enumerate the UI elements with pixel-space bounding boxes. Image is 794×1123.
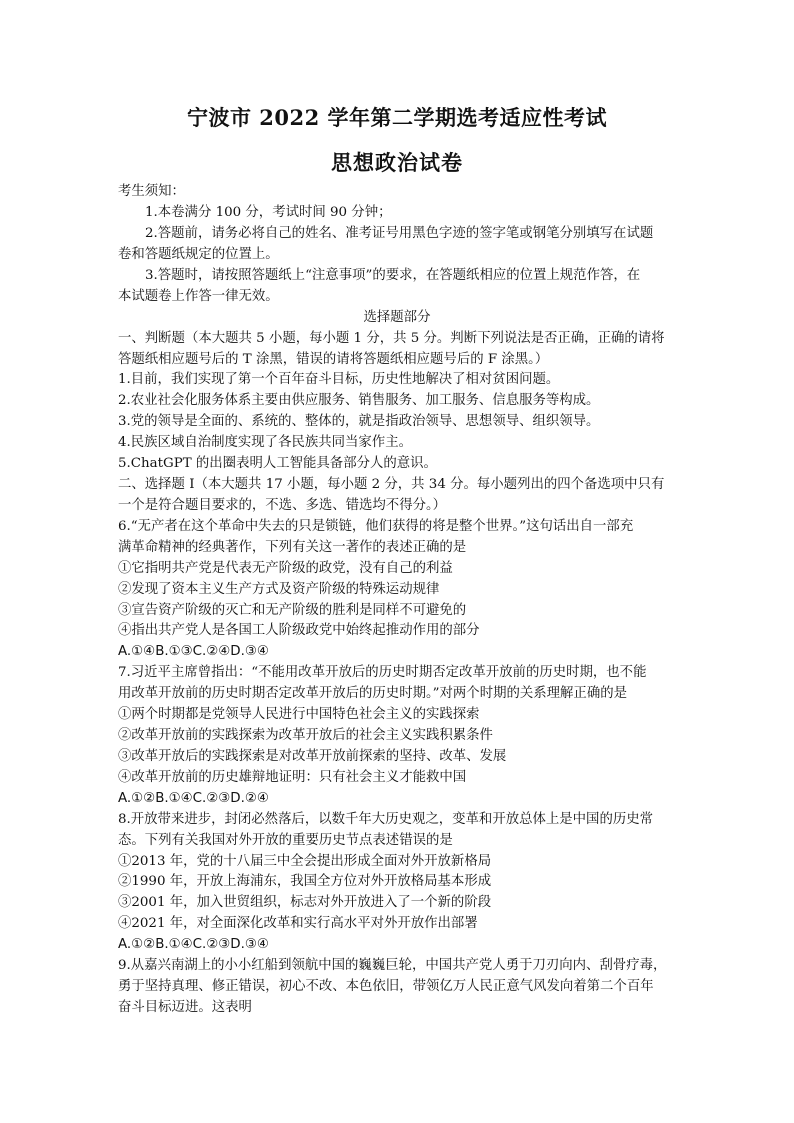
option: ③2001 年，加入世贸组织，标志对外开放进入了一个新的阶段 [118, 895, 492, 910]
option: ①它指明共产党是代表无产阶级的政党，没有自己的利益 [118, 561, 453, 576]
notice-heading: 考生须知： [118, 184, 185, 199]
answer-choices: A.①②B.①④C.②③D.③④ [118, 937, 269, 952]
page-subtitle: 思想政治试卷 [331, 150, 463, 175]
option: ④指出共产党人是各国工人阶级政党中始终起推动作用的部分 [118, 623, 480, 638]
option: ④2021 年，对全面深化改革和实行高水平对外开放作出部署 [118, 916, 478, 931]
question-6: 6.“无产者在这个革命中失去的只是锁链，他们获得的将是整个世界。”这句话出自一部充 [118, 519, 634, 534]
option: ②1990 年，开放上海浦东，我国全方位对外开放格局基本形成 [118, 874, 492, 889]
notice-item: 3.答题时，请按照答题纸上“注意事项”的要求，在答题纸相应的位置上规范作答，在 [145, 268, 641, 283]
question-9: 奋斗目标迈进。这表明 [118, 1000, 252, 1015]
option: ①两个时期都是党领导人民进行中国特色社会主义的实践探索 [118, 707, 480, 722]
section-heading: 选择题部分 [363, 310, 431, 325]
question-8: 态。下列有关我国对外开放的重要历史节点表述错误的是 [118, 833, 453, 848]
question: 3.党的领导是全面的、系统的、整体的，就是指政治领导、思想领导、组织领导。 [118, 414, 600, 429]
notice-item: 卷和答题纸规定的位置上。 [118, 247, 279, 262]
notice-item: 2.答题前，请务必将自己的姓名、准考证号用黑色字迹的签字笔或钢笔分别填写在试题 [145, 226, 654, 241]
page-title: 宁波市 2022 学年第二学期选考适应性考试 [186, 105, 608, 130]
option: ③宣告资产阶级的灭亡和无产阶级的胜利是同样不可避免的 [118, 603, 467, 618]
option: ③改革开放后的实践探索是对改革开放前探索的坚持、改革、发展 [118, 749, 507, 764]
part1-heading: 一、判断题（本大题共 5 小题，每小题 1 分，共 5 分。判断下列说法是否正确，正确的请将 [118, 331, 665, 346]
question: 5.ChatGPT 的出圈表明人工智能具备部分人的意识。 [118, 456, 437, 471]
question: 4.民族区域自治制度实现了各民族共同当家作主。 [118, 435, 412, 450]
part2-heading: 二、选择题 I（本大题共 17 小题，每小题 2 分，共 34 分。每小题列出的四个备选项中只有 [118, 477, 665, 492]
notice-item: 本试题卷上作答一律无效。 [118, 289, 279, 304]
answer-choices: A.①②B.①④C.②③D.②④ [118, 791, 269, 806]
question-7: 7.习近平主席曾指出：“不能用改革开放后的历史时期否定改革开放前的历史时期，也不能 [118, 665, 647, 680]
question-7: 用改革开放前的历史时期否定改革开放后的历史时期。”对两个时期的关系理解正确的是 [118, 686, 627, 701]
question-6: 满革命精神的经典著作，下列有关这一著作的表述正确的是 [118, 540, 467, 555]
option: ①2013 年，党的十八届三中全会提出形成全面对外开放新格局 [118, 854, 492, 869]
question-9: 勇于坚持真理、修正错误，初心不改、本色依旧，带领亿万人民正意气风发向着第二个百年 [118, 979, 654, 994]
answer-choices: A.①④B.①③C.②④D.③④ [118, 644, 269, 659]
part2-heading: 一个是符合题目要求的，不选、多选、错选均不得分。） [118, 498, 447, 513]
option: ②改革开放前的实践探索为改革开放后的社会主义实践积累条件 [118, 728, 493, 743]
question: 2.农业社会化服务体系主要由供应服务、销售服务、加工服务、信息服务等构成。 [118, 393, 600, 408]
notice-item: 1.本卷满分 100 分，考试时间 90 分钟； [145, 205, 392, 220]
question: 1.目前，我们实现了第一个百年奋斗目标，历史性地解决了相对贫困问题。 [118, 372, 560, 387]
option: ②发现了资本主义生产方式及资产阶级的特殊运动规律 [118, 582, 440, 597]
option: ④改革开放前的历史雄辩地证明：只有社会主义才能救中国 [118, 770, 467, 785]
question-8: 8.开放带来进步，封闭必然落后，以数千年大历史观之，变革和开放总体上是中国的历史常 [118, 812, 654, 827]
question-9: 9.从嘉兴南湖上的小小红船到领航中国的巍巍巨轮，中国共产党人勇于刀刃向内、刮骨疗毒， [118, 958, 667, 973]
part1-heading: 答题纸相应题号后的 T 涂黑，错误的请将答题纸相应题号后的 F 涂黑。） [118, 352, 549, 367]
